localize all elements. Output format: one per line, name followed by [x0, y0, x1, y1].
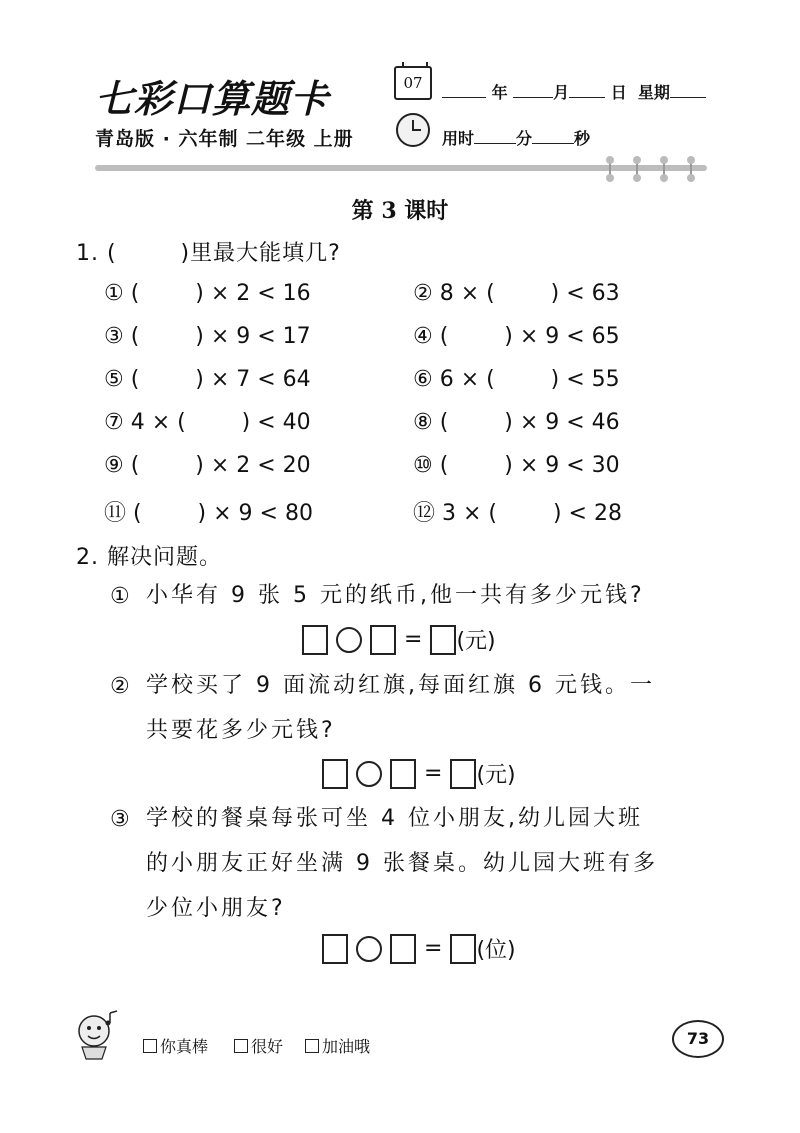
rating-option[interactable]: [143, 1034, 208, 1057]
unit-label: (元): [456, 629, 496, 654]
section2-title: 2. 解决问题。: [76, 545, 222, 570]
problem-line: 共要花多少元钱?: [146, 718, 336, 743]
fill-item: ⑧ ( ) × 9 < 46: [413, 410, 620, 435]
seconds-label: 秒: [574, 129, 591, 148]
fill-item: ⑨ ( ) × 2 < 20: [104, 453, 311, 478]
unit-label: (元): [476, 763, 516, 788]
rating-label: 你真棒: [160, 1037, 209, 1056]
answer-box[interactable]: [390, 934, 416, 964]
operator-circle[interactable]: [336, 627, 362, 653]
answer-box[interactable]: [450, 934, 476, 964]
mascot-icon: [72, 1005, 122, 1061]
divider-peg: [609, 158, 611, 180]
fill-item: ④ ( ) × 9 < 65: [413, 324, 620, 349]
date-fill-line: [442, 80, 706, 103]
lesson-title: 第 3 课时: [351, 198, 449, 224]
fill-item: ⑩ ( ) × 9 < 30: [413, 453, 620, 478]
answer-box[interactable]: [302, 625, 328, 655]
fill-item: ⑦ 4 × ( ) < 40: [104, 410, 311, 435]
problem-line: 学校买了 9 面流动红旗,每面红旗 6 元钱。一: [146, 673, 655, 698]
day-label: 日: [610, 83, 627, 102]
fill-item: ⑫ 3 × ( ) < 28: [413, 501, 622, 526]
problem-marker: ①: [110, 584, 130, 609]
rating-option[interactable]: [234, 1034, 283, 1057]
answer-box[interactable]: [322, 934, 348, 964]
rating-checkbox[interactable]: [234, 1039, 248, 1053]
rating-checkbox[interactable]: [143, 1039, 157, 1053]
divider-peg: [690, 158, 692, 180]
answer-equation: [322, 758, 516, 789]
time-fill-line: [442, 126, 590, 149]
section1-title: 1. ( )里最大能填几?: [76, 241, 341, 266]
answer-box[interactable]: [390, 759, 416, 789]
problem-line: 小华有 9 张 5 元的纸币,他一共有多少元钱?: [146, 583, 645, 608]
rating-label: 很好: [251, 1037, 284, 1056]
time-used-label: 用时: [442, 129, 475, 148]
divider-peg: [663, 158, 665, 180]
operator-circle[interactable]: [356, 936, 382, 962]
answer-equation: [302, 624, 496, 655]
header-divider: [95, 165, 707, 171]
answer-box[interactable]: [450, 759, 476, 789]
equals-sign: =: [424, 761, 443, 786]
year-label: 年: [491, 83, 508, 102]
fill-item: ⑪ ( ) × 9 < 80: [104, 501, 313, 526]
answer-box[interactable]: [430, 625, 456, 655]
problem-line: 的小朋友正好坐满 9 张餐桌。幼儿园大班有多: [146, 851, 658, 876]
rating-checkbox[interactable]: [305, 1039, 319, 1053]
answer-box[interactable]: [322, 759, 348, 789]
month-label: 月: [553, 83, 570, 102]
problem-marker: ③: [110, 807, 130, 832]
rating-option[interactable]: [305, 1034, 370, 1057]
minutes-label: 分: [516, 129, 533, 148]
problem-marker: ②: [110, 674, 130, 699]
problem-text: [146, 796, 658, 931]
calendar-number: 07: [403, 74, 423, 92]
fill-item: ⑥ 6 × ( ) < 55: [413, 367, 620, 392]
equals-sign: =: [424, 936, 443, 961]
fill-item: ② 8 × ( ) < 63: [413, 281, 620, 306]
fill-item: ⑤ ( ) × 7 < 64: [104, 367, 311, 392]
problem-text: [146, 573, 645, 618]
calendar-icon: [394, 66, 432, 100]
weekday-label: 星期: [637, 83, 670, 102]
fill-item: ③ ( ) × 9 < 17: [104, 324, 311, 349]
equals-sign: =: [404, 627, 423, 652]
problem-text: [146, 663, 655, 753]
rating-label: 加油哦: [322, 1037, 371, 1056]
alarm-clock-icon: [396, 113, 430, 147]
brand-title: 七彩口算题卡: [95, 76, 330, 121]
divider-peg: [636, 158, 638, 180]
fill-item: ① ( ) × 2 < 16: [104, 281, 311, 306]
answer-equation: [322, 933, 516, 964]
answer-box[interactable]: [370, 625, 396, 655]
edition-label: 青岛版 · 六年制 二年级 上册: [95, 128, 354, 150]
problem-line: 少位小朋友?: [146, 896, 286, 921]
problem-line: 学校的餐桌每张可坐 4 位小朋友,幼儿园大班: [146, 806, 643, 831]
operator-circle[interactable]: [356, 761, 382, 787]
unit-label: (位): [476, 938, 516, 963]
page-number: 73: [672, 1020, 724, 1058]
